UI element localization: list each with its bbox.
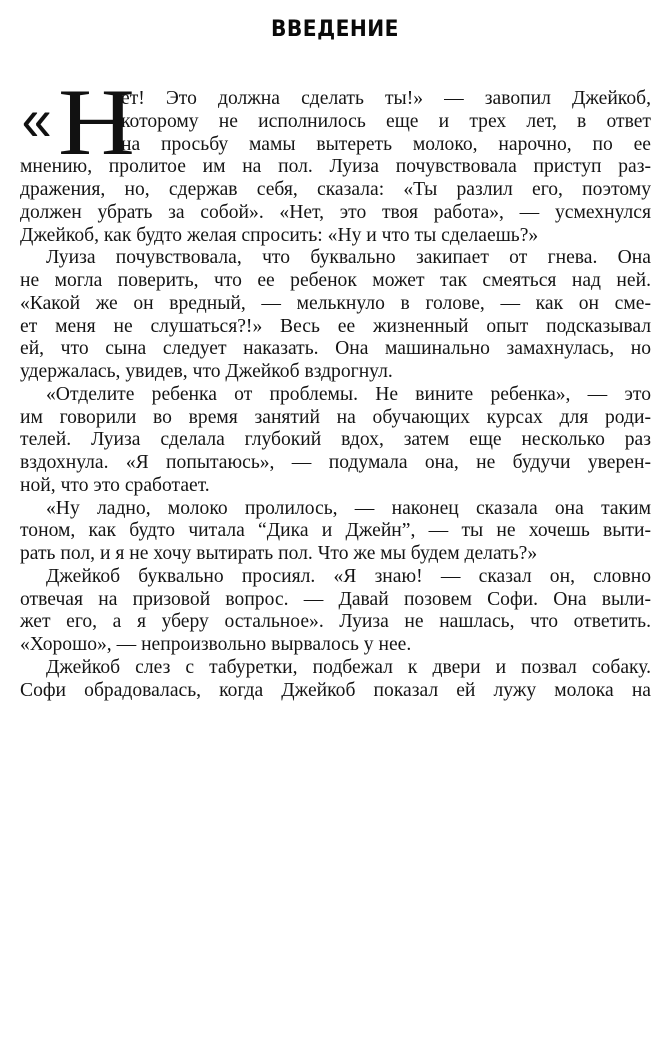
drop-cap-letter: Н [58,69,135,175]
text-line: дражения, но, сдержав себя, сказала: «Ты разлил его, поэтому [20,179,651,200]
text-line: которому не исполнилось еще и трех лет, в ответ [121,110,651,132]
paragraph-first-line: «Ну ладно, молоко пролилось, — наконец сказала она таким [46,497,651,519]
paragraph-first-line: Джейкоб буквально просиял. «Я знаю! — сказал он, словно [46,565,651,587]
text-line: вздохнула. «Я попытаюсь», — подумала она, не будучи уверен- [20,452,651,473]
text-line: мнению, пролитое им на пол. Луиза почувствовала приступ раз- [20,156,651,178]
text-line: не могла поверить, что ее ребенок может так смеяться над ней. [20,270,651,291]
text-line: «Хорошо», — непроизвольно вырвалось у нее. [20,634,412,655]
text-line: телей. Луиза сделала глубокий вдох, затем еще несколько раз [20,429,651,451]
chapter-body [20,69,651,702]
text-line: Джейкоб, как будто желая спросить: «Ну и что ты сделаешь?» [20,224,539,246]
text-line: ет меня не слушаться?!» Весь ее жизненный опыт подсказывал [20,315,651,337]
text-line: отвечая на призовой вопрос. — Давай позовем Софи. Она выли- [20,588,651,610]
text-line: на просьбу мамы вытереть молоко, нарочно, по ее [121,133,651,155]
text-line: ет! Это должна сделать ты!» — завопил Джейкоб, [121,88,651,109]
paragraph-first-line: Джейкоб слез с табуретки, подбежал к двери и позвал собаку. [46,656,651,678]
text-line: должен убрать за собой». «Нет, это твоя работа», — усмехнулся [20,201,651,223]
text-line: Софи обрадовалась, когда Джейкоб показал ей лужу молока на [20,679,651,701]
text-line: жет его, а я уберу остальное». Луиза не нашлась, что ответить. [20,611,651,633]
chapter-title: ВВЕДЕНИЕ [271,17,399,42]
text-line: ей, что сына следует наказать. Она машинально замахнулась, но [20,338,651,360]
text-line: удержалась, увидев, что Джейкоб вздрогнул. [20,361,393,382]
text-line: тоном, как будто читала “Дика и Джейн”, — ты не хочешь выти- [20,520,651,542]
opening-quote-mark: « [21,86,52,153]
paragraph-first-line: «Отделите ребенка от проблемы. Не вините ребенка», — это [46,383,651,405]
text-line: ной, что это сработает. [20,474,210,496]
drop-cap [20,69,135,175]
paragraph-first-line: Луиза почувствовала, что буквально закипает от гнева. Она [46,247,651,269]
text-line: «Какой же он вредный, — мелькнуло в голове, — как он сме- [20,292,651,314]
text-line: им говорили во время занятий на обучающих курсах для роди- [20,406,651,428]
text-line: рать пол, и я не хочу вытирать пол. Что же мы будем делать?» [20,543,538,564]
